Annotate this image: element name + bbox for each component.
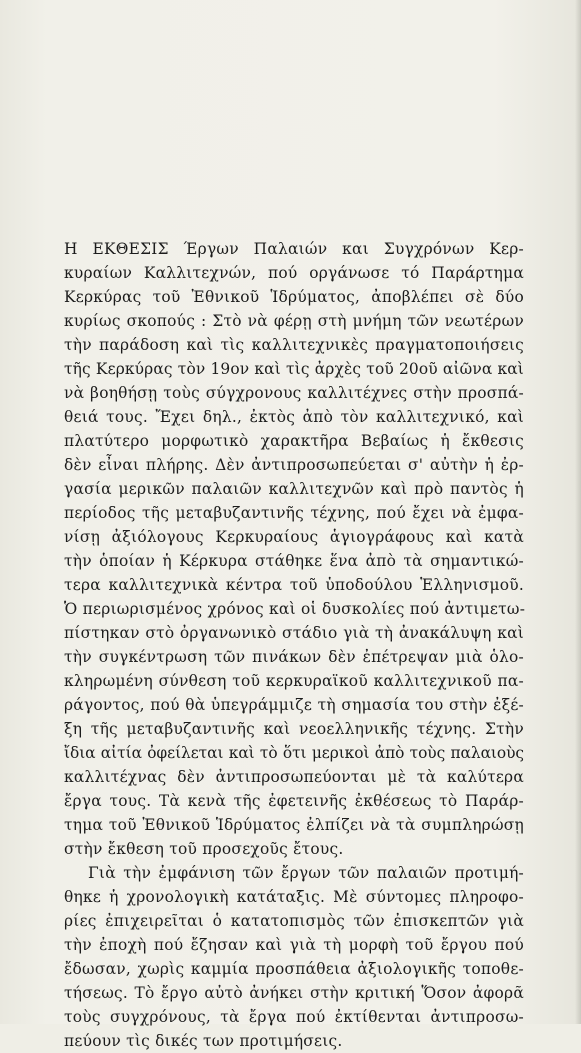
text-line: κληρωμένη σύνθεση τοῦ κερκυραϊκοῦ καλλιτεχνικοῦ πα- xyxy=(64,672,524,690)
text-line: τημα τοῦ Ἐθνικοῦ Ἱδρύματος ἐλπίζει νὰ τὰ συμπληρώσῃ xyxy=(64,816,524,834)
text-line: ράγοντος, πού θὰ ὑπεγράμμιζε τὴ σημασία του στὴν ἐξέ- xyxy=(64,696,524,714)
text-line: τοὺς συγχρόνους, τὰ ἔργα πού ἐκτίθενται ἀντιπροσω- xyxy=(64,1008,524,1026)
text-line: ἔργα τους. Τὰ κενὰ τῆς ἐφετεινῆς ἐκθέσεως τὸ Παράρ- xyxy=(64,792,524,810)
text-line: τὴν συγκέντρωση τῶν πινάκων δὲν ἐπέτρεψαν μιὰ ὁλο- xyxy=(64,648,524,666)
text-line: κυρίως σκοπούς : Στὸ νὰ φέρῃ στὴ μνήμη τῶν νεωτέρων xyxy=(64,312,524,330)
text-line: ἔδωσαν, χωρὶς καμμία προσπάθεια ἀξιολογικῆς τοποθε- xyxy=(64,960,524,978)
text-line: ξη τῆς μεταβυζαντινῆς καὶ νεοελληνικῆς τέχνης. Στὴν xyxy=(64,720,524,738)
text-line: Η ΕΚΘΕΣΙΣ Έργων Παλαιών και Συγχρόνων Κερ- xyxy=(64,240,524,258)
text-line: στὴν ἔκθεση τοῦ προσεχοῦς ἔτους. xyxy=(64,840,344,858)
text-line: τὴν ἐποχὴ πού ἔζησαν καὶ γιὰ τὴ μορφὴ τοῦ ἔργου πού xyxy=(64,936,524,954)
text-line: θηκε ἡ χρονολογικὴ κατάταξις. Μὲ σύντομες πληροφο- xyxy=(64,888,524,906)
text-line: κυραίων Καλλιτεχνών, πού οργάνωσε τό Παράρτημα xyxy=(64,264,524,282)
text-line: πίστηκαν στὸ ὀργανωνικὸ στάδιο γιὰ τὴ ἀνακάλυψη καὶ xyxy=(64,624,524,642)
text-line: πεύουν τὶς δικές των προτιμήσεις. xyxy=(64,1032,343,1050)
text-line: ἴδια αἰτία ὀφείλεται καὶ τὸ ὅτι μερικοὶ ἀπὸ τοὺς παλαιοὺς xyxy=(64,744,524,762)
text-line: νίσῃ ἀξιόλογους Κερκυραίους ἁγιογράφους καὶ κατὰ xyxy=(64,528,524,546)
text-line: Κερκύρας τοῦ Ἐθνικοῦ Ἱδρύματος, ἀποβλέπει σὲ δύο xyxy=(64,288,524,306)
text-line: καλλιτέχνας δὲν ἀντιπροσωπεύονται μὲ τὰ καλύτερα xyxy=(64,768,524,786)
page-edge-shadow xyxy=(575,0,581,1024)
text-line: ρίες ἐπιχειρεῖται ὁ κατατοπισμὸς τῶν ἐπισκεπτῶν γιὰ xyxy=(64,912,524,930)
text-line: πλατύτερο μορφωτικὸ χαρακτῆρα Βεβαίως ἡ ἔκθεσις xyxy=(64,432,524,450)
text-line: τὴν ὁποίαν ἡ Κέρκυρα στάθηκε ἕνα ἀπὸ τὰ σημαντικώ- xyxy=(64,552,524,570)
text-line: θειά τους. Ἔχει δηλ., ἐκτὸς ἀπὸ τὸν καλλιτεχνικό, καὶ xyxy=(64,408,524,426)
text-line: δὲν εἶναι πλήρης. Δὲν ἀντιπροσωπεύεται σ' αὐτὴν ἡ ἐρ- xyxy=(64,456,524,474)
text-line: τὴν παράδοση καὶ τὶς καλλιτεχνικὲς πραγματοποιήσεις xyxy=(64,336,524,354)
text-line: τερα καλλιτεχνικὰ κέντρα τοῦ ὑποδούλου Ἑλληνισμοῦ. xyxy=(64,576,524,594)
text-line: Ὁ περιωρισμένος χρόνος καὶ οἱ δυσκολίες πού ἀντιμετω- xyxy=(64,600,526,618)
text-line: Γιὰ τὴν ἐμφάνιση τῶν ἔργων τῶν παλαιῶν προτιμή- xyxy=(88,864,524,882)
text-line: τῆς Κερκύρας τὸν 19ον καὶ τὶς ἀρχὲς τοῦ 20οῦ αἰῶνα καὶ xyxy=(64,360,524,378)
text-line: νὰ βοηθήσῃ τοὺς σύγχρονους καλλιτέχνες στὴν προσπά- xyxy=(64,384,524,402)
text-line: τήσεως. Τὸ ἔργο αὐτὸ ἀνήκει στὴν κριτική Ὅσον ἀφορᾶ xyxy=(64,984,524,1002)
text-line: περίοδος τῆς μεταβυζαντινῆς τέχνης, πού ἔχει νὰ ἐμφα- xyxy=(64,504,524,522)
text-line: γασία μερικῶν παλαιῶν καλλιτεχνῶν καὶ πρὸ παντὸς ἡ xyxy=(64,480,524,498)
